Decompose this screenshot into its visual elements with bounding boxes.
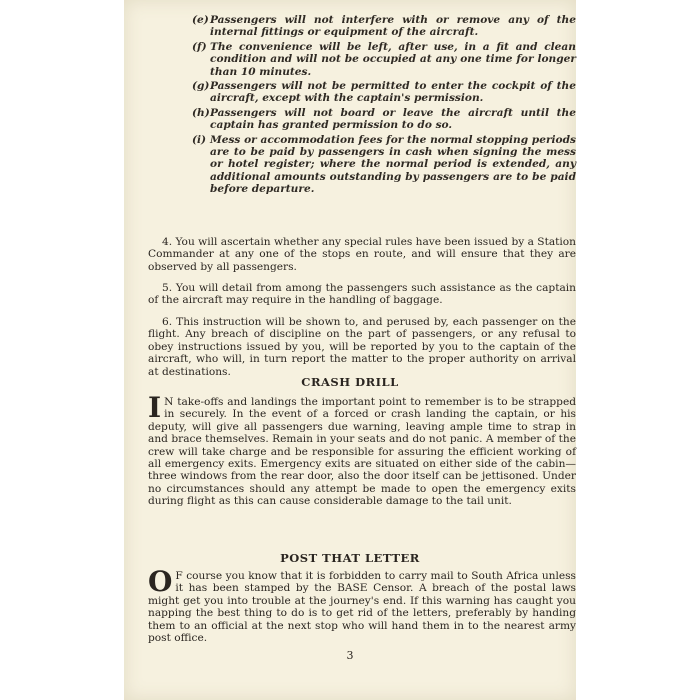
- rule-text: Passengers will not board or leave the aircraft until the captain has granted permission to do so.: [210, 106, 576, 132]
- crash-drill-text: N take-offs and landings the important point to remember is to be strapped in securely. In the event of a forced or crash landing the captain, or his deputy, will give all passengers due warning, leaving ample time to strap in and brace themselves. Remain in your seats and do not panic. A member of the crew will take charge and be responsible for assuring the efficient working of all emergency exits. Emergency exits are situated on either side of the cabin—three windows from the rear door, also the door itself can be jettisoned. Under no circumstances should any attempt be made to open the emergency exits during flight as this can cause considerable damage to the tail unit.: [148, 396, 576, 508]
- rule-text: The convenience will be left, after use, in a fit and clean condition and will not be occupied at any one time for longer than 10 minutes.: [210, 40, 576, 78]
- crash-drill-heading: CRASH DRILL: [301, 375, 399, 389]
- dropcap-letter: I: [148, 391, 162, 424]
- rule-text: Mess or accommodation fees for the normal stopping periods are to be paid by passengers in cash when signing the mess or hotel register; where the normal period is extended, any additional amounts outstanding by passengers are to be paid before departure.: [210, 133, 576, 196]
- rule-label: (i): [192, 133, 207, 146]
- paragraph-6: 6. This instruction will be shown to, and perused by, each passenger on the flight. Any breach of discipline on the part of passengers, or any refusal to obey instructions issued by you, will be reported by you to the captain of the aircraft, who will, in turn report the matter to the proper authority on arrival at destinations.: [148, 316, 576, 378]
- paragraph-4: 4. You will ascertain whether any special rules have been issued by a Station Commander at any one of the stops en route, and will ensure that they are observed by all passengers.: [148, 236, 576, 273]
- rule-label: (f): [192, 40, 207, 53]
- crash-drill-body: [148, 391, 576, 508]
- dropcap-letter: O: [148, 565, 173, 598]
- document-page: [124, 0, 576, 700]
- rule-text: Passengers will not be permitted to enter the cockpit of the aircraft, except with the captain's permission.: [210, 80, 576, 105]
- rule-item-g: [192, 80, 576, 105]
- rule-item-e: [192, 14, 576, 39]
- rule-text: Passengers will not interfere with or remove any of the internal fittings or equipment of the aircraft.: [210, 14, 576, 39]
- post-letter-body: [148, 565, 576, 645]
- post-letter-text: F course you know that it is forbidden to carry mail to South Africa unless it has been stamped by the BASE Censor. A breach of the postal laws might get you into trouble at the journey's end. If this warning has caught you napping the best thing to do is to get rid of the letters, preferably by handing them to an official at the next stop who will hand them in to the nearest army post office.: [148, 570, 576, 645]
- post-letter-heading: POST THAT LETTER: [280, 551, 420, 565]
- rule-label: (g): [192, 80, 210, 93]
- rule-item-i: [192, 134, 576, 196]
- rule-item-h: [192, 107, 576, 132]
- rules-list: [192, 14, 576, 198]
- paragraph-5: 5. You will detail from among the passengers such assistance as the captain of the aircraft may require in the handling of baggage.: [148, 282, 576, 307]
- page-number: 3: [346, 649, 354, 662]
- rule-label: (e): [192, 14, 209, 26]
- rule-label: (h): [192, 106, 210, 119]
- rule-item-f: [192, 41, 576, 78]
